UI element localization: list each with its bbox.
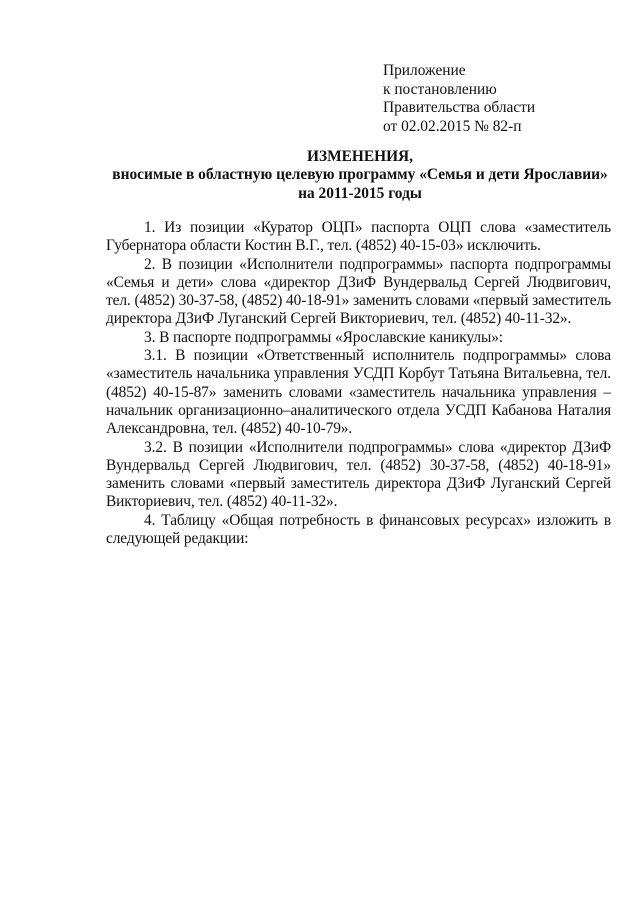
title-line: ИЗМЕНЕНИЯ, — [306, 148, 414, 165]
title-line: вносимые в областную целевую программу «Семья и дети Ярославии» — [112, 166, 608, 184]
paragraph: 4. Таблицу «Общая потребность в финансовых ресурсах» изложить в следующей редакции: — [106, 511, 611, 548]
appendix-line: от 02.02.2015 № 82-п — [383, 117, 522, 135]
appendix-line: Правительства области — [383, 99, 536, 117]
paragraph: 3.2. В позиции «Исполнители подпрограммы» слова «директор ДЗиФ Вундервальд Сергей Людвигович, тел. (4852) 30-37-58, (4852) 40-18-91» заменить словами «первый заместитель директора ДЗиФ Луганский Сергей Викториевич, тел. (4852) 40-11-32». — [106, 438, 611, 511]
title-line: на 2011-2015 годы — [298, 184, 422, 202]
appendix-line: к постановлению — [383, 80, 497, 98]
appendix-line: Приложение — [383, 62, 466, 79]
paragraph: 2. В позиции «Исполнители подпрограммы» паспорта подпрограммы «Семья и дети» слова «директор ДЗиФ Вундервальд Сергей Людвигович, тел. (4852) 30-37-58, (4852) 40-18-91» заменить словами «первый заместитель директора ДЗиФ Луганский Сергей Викториевич, тел. (4852) 40-11-32». — [106, 255, 611, 328]
paragraph: 3. В паспорте подпрограммы «Ярославские каникулы»: — [144, 328, 503, 346]
appendix-block — [383, 62, 535, 136]
document-body — [106, 219, 611, 548]
paragraph: 3.1. В позиции «Ответственный исполнитель подпрограммы» слова «заместитель начальника управления УСДП Корбут Татьяна Витальевна, тел. (4852) 40-15-87» заменить словами «заместитель начальника управления – начальник организационно–аналитического отдела УСДП Кабанова Наталия Александровна, тел. (4852) 40-10-79». — [106, 347, 611, 438]
paragraph: 1. Из позиции «Куратор ОЦП» паспорта ОЦП слова «заместитель Губернатора области Костин В.Г., тел. (4852) 40-15-03» исключить. — [106, 219, 611, 255]
document-title — [100, 148, 620, 203]
